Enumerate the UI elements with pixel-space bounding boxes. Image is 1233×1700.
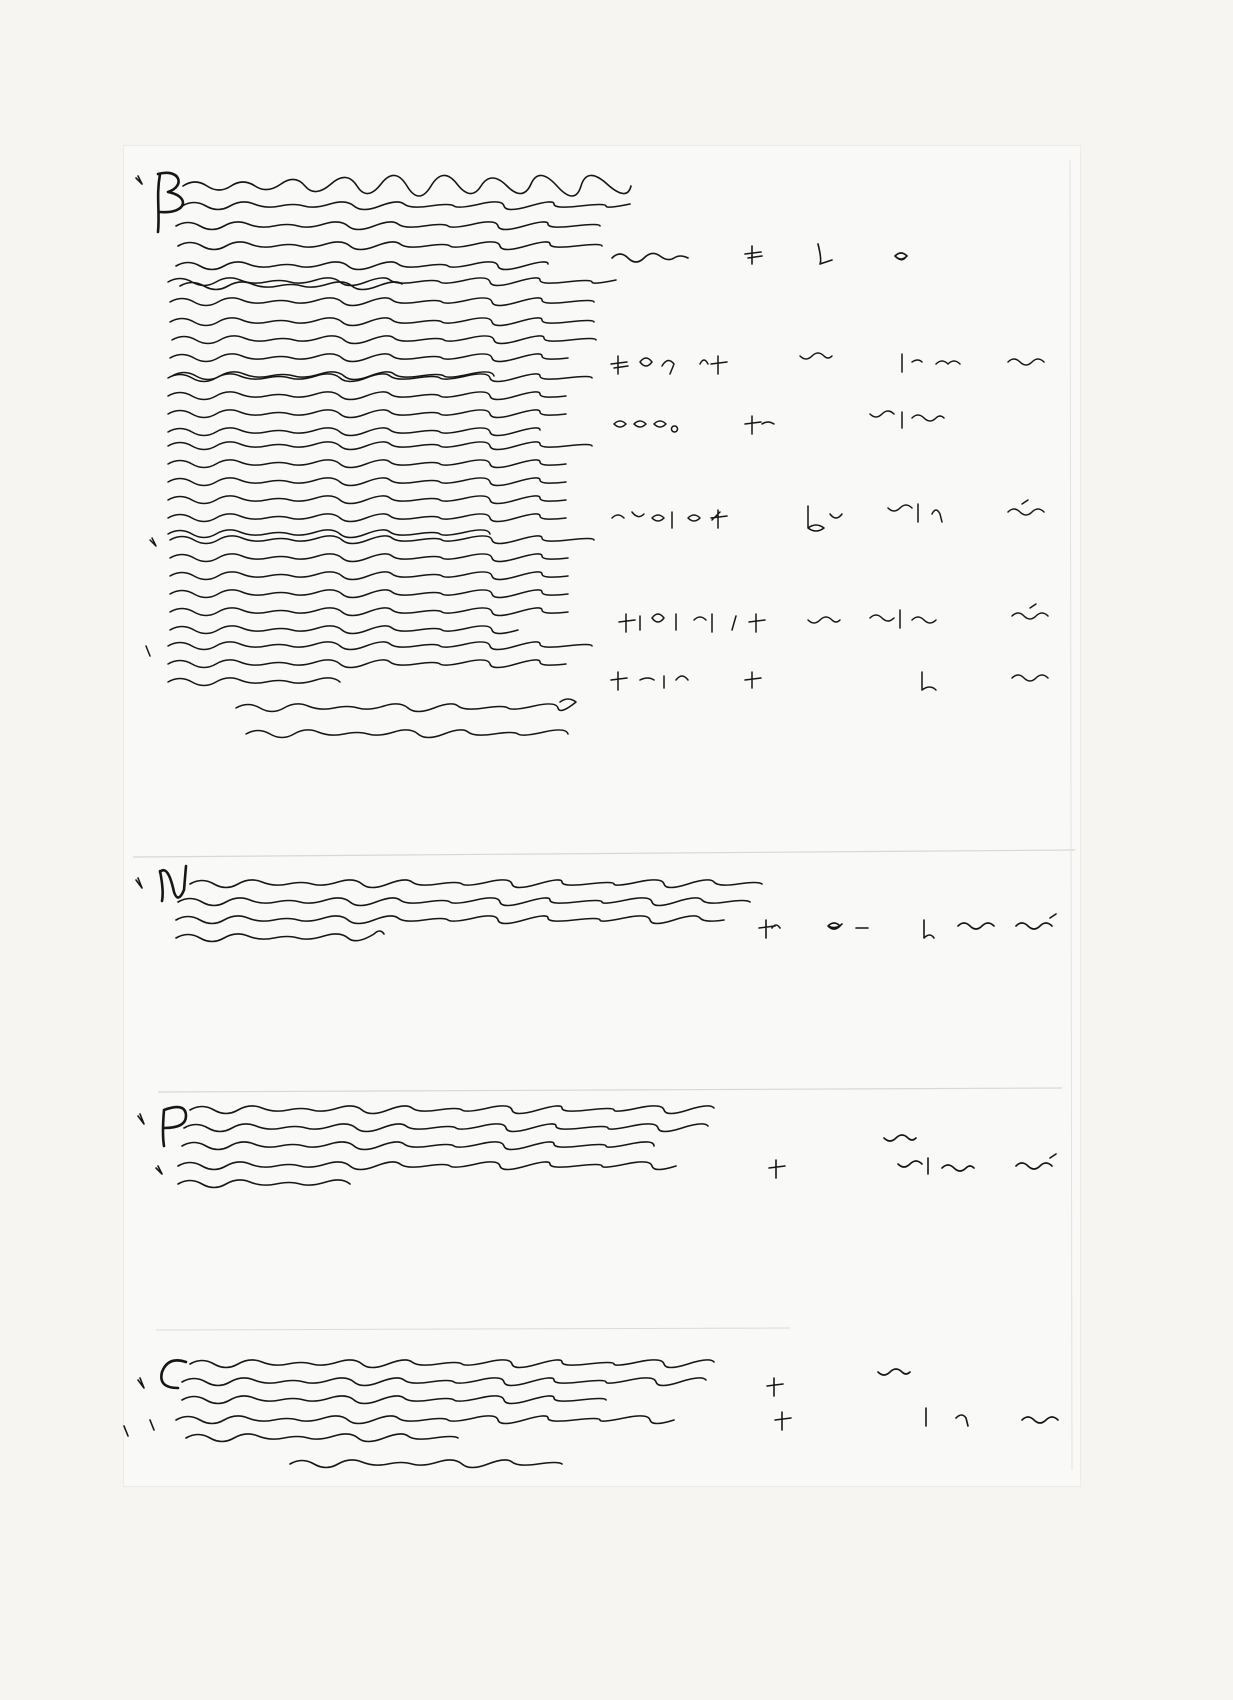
entry-block-4 (168, 442, 1044, 538)
entry-block-1 (136, 173, 907, 290)
entry-block-9 (124, 1360, 1058, 1468)
entry-block-8 (138, 1106, 1056, 1188)
entry-block-2 (168, 278, 1044, 380)
entry-block-6 (146, 642, 1048, 738)
entry-block-3 (168, 374, 944, 436)
entry-block-5 (150, 536, 1048, 634)
entry-block-7 (136, 866, 1056, 942)
